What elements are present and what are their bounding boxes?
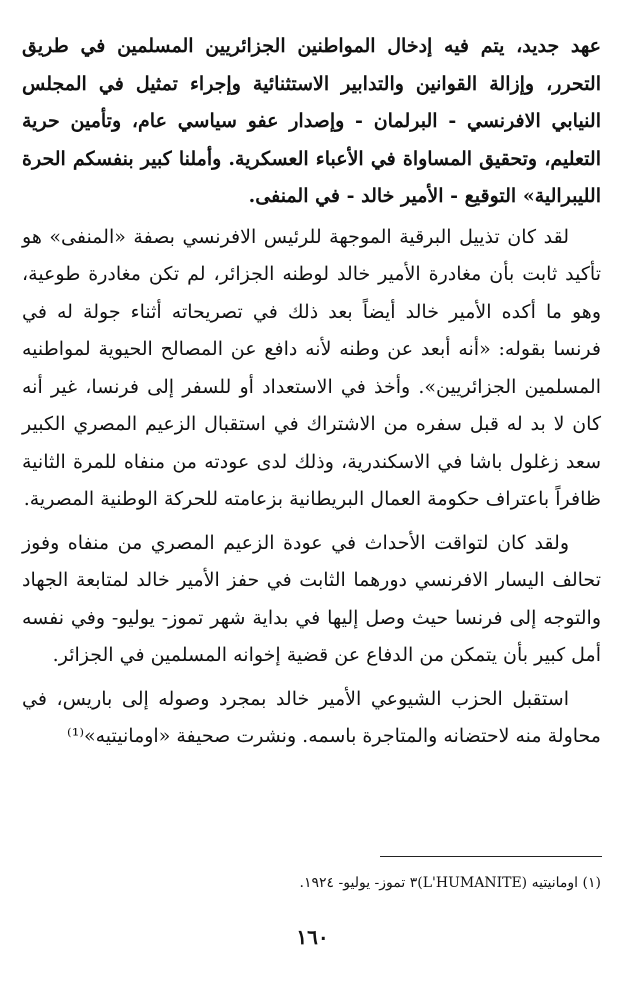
footnote-divider: [380, 856, 602, 857]
paragraph-4: استقبل الحزب الشيوعي الأمير خالد بمجرد وصوله إلى باريس، في محاولة منه لاحتضانه والمتاجرة باسمه. ونشرت صحيفة «اومانيتيه»⁽¹⁾: [22, 687, 601, 747]
paragraph-3: ولقد كان لتواقت الأحداث في عودة الزعيم المصري من منفاه وفوز تحالف اليسار الافرنسي دورهما الثابت في حفز الأمير خالد لمتابعة الجهاد والتوجه إلى فرنسا حيث وصل إليها في بداية شهر تموز- يوليو- وفي نفسه أمل كبير بأن يتمكن من الدفاع عن قضية إخوانه المسلمين في الجزائر.: [22, 531, 601, 666]
page-number: ١٦٠: [296, 925, 329, 949]
footnote: (١) اومانيتيه (L'HUMANITE)٣ تموز- يوليو- ١٩٢٤.: [299, 875, 601, 891]
paragraph-2: لقد كان تذييل البرقية الموجهة للرئيس الافرنسي بصفة «المنفى» هو تأكيد ثابت بأن مغادرة الأمير خالد لوطنه الجزائر، لم تكن مغادرة طوعية، وهو ما أكده الأمير خالد أيضاً بعد ذلك في تصريحاته أثناء جولة له في فرنسا بقوله: «أنه أبعد عن وطنه لأنه دافع عن المصالح الحيوية لمواطنيه المسلمين الجزائريين». وأخذ في الاستعداد أو للسفر إلى فرنسا، غير أنه كان لا بد له قبل سفره من الاشتراك في استقبال الزعيم المصري الكبير سعد زغلول باشا في الاسكندرية، وذلك لدى عودته من منفاه للمرة الثانية ظافراً باعتراف حكومة العمال البريطانية بزعامته للحركة الوطنية المصرية.: [22, 225, 601, 510]
paragraph-1: عهد جديد، يتم فيه إدخال المواطنين الجزائريين المسلمين في طريق التحرر، وإزالة القوانين والتدابير الاستثنائية وإجراء تمثيل في المجلس النيابي الافرنسي - البرلمان - وإصدار عفو سياسي عام، وتأمين حرية التعليم، وتحقيق المساواة في الأعباء العسكرية. وأملنا كبير بنفسكم الحرة الليبرالية» التوقيع - الأمير خالد - في المنفى.: [22, 35, 601, 207]
